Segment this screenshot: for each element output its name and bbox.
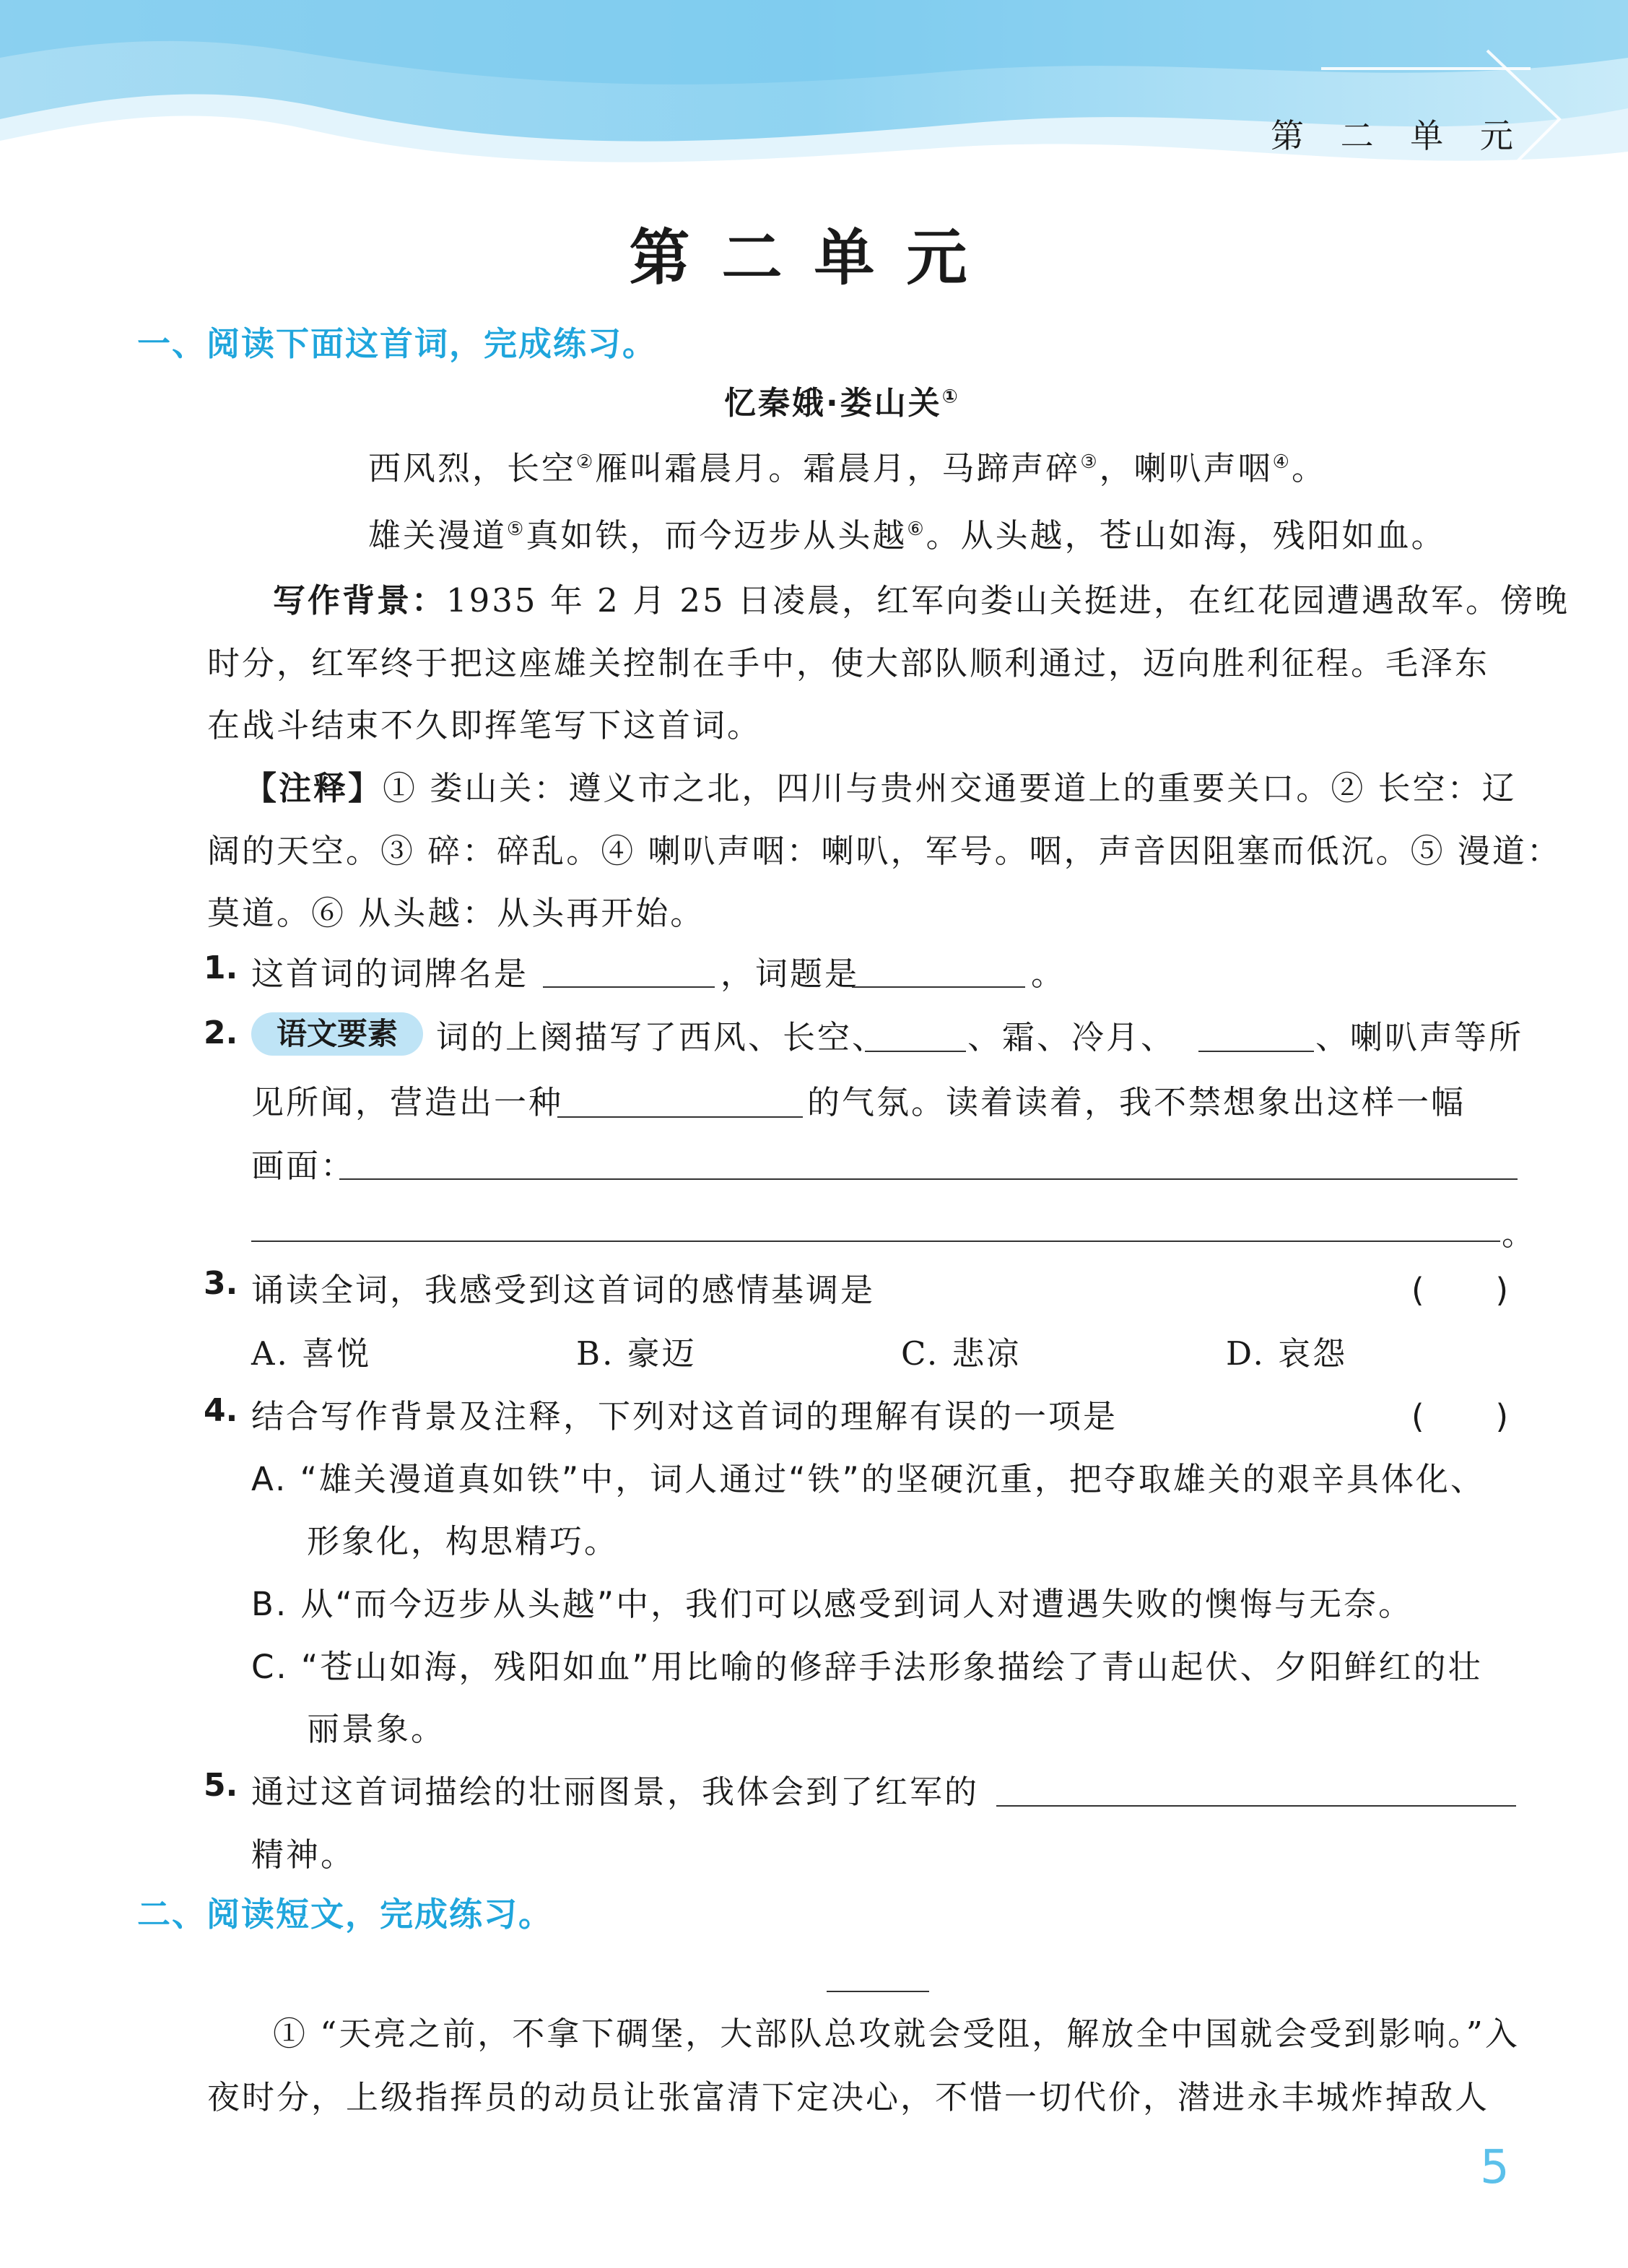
question-3-answer-paren[interactable]: ( ) <box>1411 1271 1511 1309</box>
question-5-text-b: 精神。 <box>251 1835 356 1874</box>
passage-line-1: ① “天亮之前，不拿下碉堡，大部队总攻就会受阻，解放全中国就会受到影响。”入 <box>273 2015 1520 2053</box>
question-4-option-a-line-1[interactable]: A. “雄关漫道真如铁”中，词人通过“铁”的坚硬沉重，把夺取雄关的艰辛具体化、 <box>251 1460 1485 1498</box>
poem-line-1: 西风烈，长空②雁叫霜晨月。霜晨月，马蹄声碎③，喇叭声咽④。 <box>368 449 1326 487</box>
question-2-blank-3[interactable] <box>557 1116 803 1118</box>
question-3-option-d[interactable]: D. 哀怨 <box>1226 1334 1348 1373</box>
section2-heading: 二、阅读短文，完成练习。 <box>137 1895 553 1934</box>
question-2-blank-5[interactable] <box>251 1241 1500 1242</box>
question-2-text-g: 。 <box>1502 1215 1537 1253</box>
question-3-number: 3. <box>204 1265 238 1302</box>
question-5-text-a: 通过这首词描绘的壮丽图景，我体会到了红军的 <box>251 1773 980 1811</box>
poem-title: 忆秦娥·娄山关① <box>724 385 960 422</box>
question-2-text-e: 的气氛。读着读着，我不禁想象出这样一幅 <box>807 1083 1466 1121</box>
question-1-text-b: ，词题是 <box>721 955 860 993</box>
question-2-text-c: 、喇叭声等所 <box>1315 1018 1524 1056</box>
header-wave-band <box>0 0 1628 217</box>
question-3-text: 诵读全词，我感受到这首词的感情基调是 <box>251 1271 876 1309</box>
poem-line-2: 雄关漫道⑤真如铁，而今迈步从头越⑥。从头越，苍山如海，残阳如血。 <box>368 516 1446 555</box>
question-5-blank[interactable] <box>996 1805 1516 1807</box>
question-3-option-b[interactable]: B. 豪迈 <box>576 1334 697 1373</box>
question-1-blank-2[interactable] <box>852 986 1025 988</box>
question-2-text-b: 、霜、冷月、 <box>967 1018 1176 1056</box>
question-1-text-a: 这首词的词牌名是 <box>251 955 529 993</box>
question-4-option-c-line-1[interactable]: C. “苍山如海，残阳如血”用比喻的修辞手法形象描绘了青山起伏、夕阳鲜红的壮 <box>251 1648 1483 1686</box>
question-3-option-c[interactable]: C. 悲凉 <box>901 1334 1022 1373</box>
section1-heading: 一、阅读下面这首词，完成练习。 <box>137 324 657 363</box>
question-4-number: 4. <box>204 1392 238 1429</box>
question-2-text-d: 见所闻，营造出一种 <box>251 1083 564 1121</box>
notes-line-3: 莫道。⑥ 从头越：从头再开始。 <box>207 894 705 932</box>
question-2-text-a: 词的上阕描写了西风、长空、 <box>436 1018 887 1056</box>
passage-title-blank[interactable] <box>827 1991 929 1992</box>
question-2-blank-4[interactable] <box>339 1178 1518 1180</box>
passage-line-2: 夜时分，上级指挥员的动员让张富清下定决心，不惜一切代价，潜进永丰城炸掉敌人 <box>207 2078 1490 2116</box>
page-title: 第二单元 <box>629 222 999 293</box>
question-4-answer-paren[interactable]: ( ) <box>1411 1397 1511 1435</box>
question-2-number: 2. <box>204 1014 238 1051</box>
page-number: 5 <box>1480 2141 1510 2194</box>
yuwen-yaosu-badge: 语文要素 <box>251 1012 423 1056</box>
question-3-option-a[interactable]: A. 喜悦 <box>251 1334 372 1373</box>
question-5-number: 5. <box>204 1767 238 1804</box>
question-1-text-c: 。 <box>1031 955 1066 993</box>
question-4-option-a-line-2: 形象化，构思精巧。 <box>307 1522 619 1560</box>
question-2-text-f: 画面： <box>251 1147 356 1185</box>
question-4-option-b[interactable]: B. 从“而今迈步从头越”中，我们可以感受到词人对遭遇失败的懊悔与无奈。 <box>251 1585 1414 1623</box>
question-1-number: 1. <box>204 950 238 986</box>
question-2-blank-2[interactable] <box>1198 1051 1314 1052</box>
question-4-option-c-line-2: 丽景象。 <box>307 1710 446 1748</box>
notes-line-1: 【注释】① 娄山关：遵义市之北，四川与贵州交通要道上的重要关口。② 长空：辽 <box>244 769 1517 807</box>
header-unit-label: 第 二 单 元 <box>1271 116 1526 155</box>
question-4-text: 结合写作背景及注释，下列对这首词的理解有误的一项是 <box>251 1397 1118 1435</box>
background-line-2: 时分，红军终于把这座雄关控制在手中，使大部队顺利通过，迈向胜利征程。毛泽东 <box>207 644 1490 682</box>
background-line-3: 在战斗结束不久即挥笔写下这首词。 <box>207 706 762 744</box>
notes-line-2: 阔的天空。③ 碎：碎乱。④ 喇叭声咽：喇叭，军号。咽，声音因阻塞而低沉。⑤ 漫道： <box>207 832 1562 870</box>
question-2-blank-1[interactable] <box>865 1051 966 1052</box>
background-line-1: 写作背景：1935 年 2 月 25 日凌晨，红军向娄山关挺进，在红花园遭遇敌军。傍晚 <box>273 581 1570 620</box>
question-1-blank-1[interactable] <box>543 986 715 988</box>
